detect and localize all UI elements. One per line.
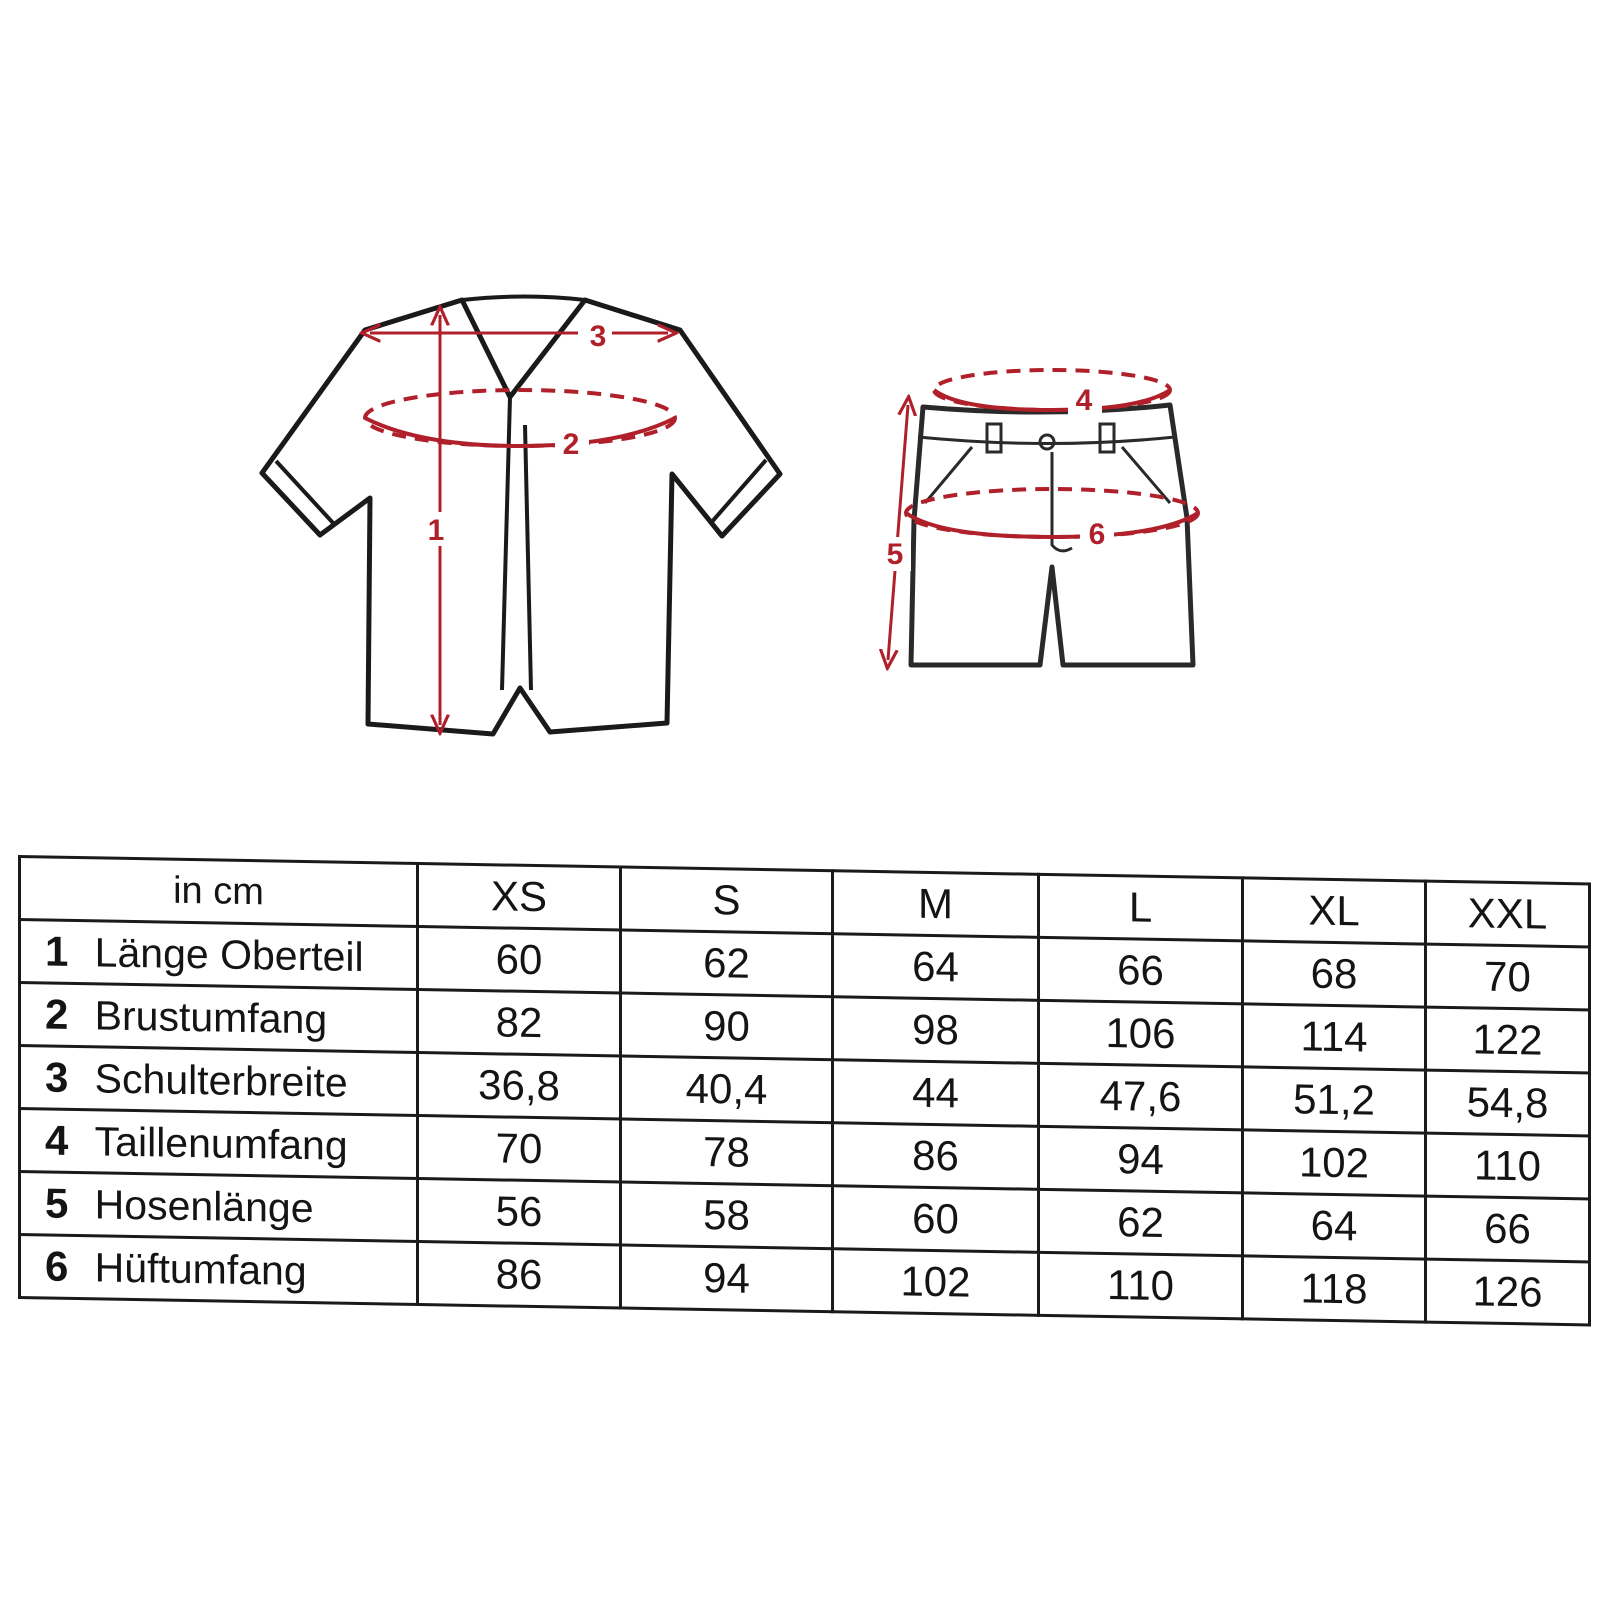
row-name: Länge Oberteil bbox=[94, 929, 364, 981]
table-cell: 86 bbox=[833, 1123, 1039, 1190]
row-number: 2 bbox=[45, 990, 69, 1038]
table-cell: 70 bbox=[1426, 944, 1590, 1010]
table-cell: 110 bbox=[1426, 1133, 1590, 1199]
table-cell: 44 bbox=[833, 1060, 1039, 1127]
table-cell: 94 bbox=[621, 1245, 833, 1312]
shorts-label-5: 5 bbox=[886, 538, 904, 571]
shorts-label-6: 6 bbox=[1088, 518, 1106, 551]
size-header-xs: XS bbox=[418, 863, 621, 930]
shirt-drawing bbox=[262, 297, 780, 735]
row-name: Taillenumfang bbox=[94, 1118, 348, 1169]
table-cell: 62 bbox=[621, 930, 833, 997]
table-cell: 36,8 bbox=[418, 1052, 621, 1119]
shorts-label-4: 4 bbox=[1075, 384, 1093, 417]
row-label bbox=[20, 920, 418, 990]
table-cell: 126 bbox=[1426, 1259, 1590, 1325]
table-cell: 118 bbox=[1243, 1256, 1426, 1322]
row-number: 3 bbox=[45, 1053, 69, 1101]
row-name: Hüftumfang bbox=[94, 1244, 307, 1295]
row-number: 4 bbox=[45, 1116, 69, 1164]
table-cell: 60 bbox=[418, 926, 621, 993]
table-cell: 78 bbox=[621, 1119, 833, 1186]
row-label bbox=[20, 1235, 418, 1305]
table-cell: 47,6 bbox=[1039, 1063, 1243, 1130]
row-label bbox=[20, 983, 418, 1053]
table-cell: 68 bbox=[1243, 941, 1426, 1007]
size-header-xxl: XXL bbox=[1426, 881, 1590, 947]
shirt-label-2: 2 bbox=[562, 428, 580, 461]
row-label bbox=[20, 1109, 418, 1179]
size-chart-table bbox=[18, 855, 1591, 1326]
table-cell: 94 bbox=[1039, 1126, 1243, 1193]
table-cell: 66 bbox=[1426, 1196, 1590, 1262]
row-number: 6 bbox=[45, 1242, 69, 1290]
table-cell: 70 bbox=[418, 1115, 621, 1182]
row-number: 1 bbox=[45, 927, 69, 975]
table-cell: 106 bbox=[1039, 1000, 1243, 1067]
table-cell: 110 bbox=[1039, 1252, 1243, 1319]
shirt-neckline bbox=[462, 297, 585, 301]
table-cell: 102 bbox=[833, 1249, 1039, 1316]
shorts-length-arrow bbox=[888, 405, 908, 660]
table-cell: 114 bbox=[1243, 1004, 1426, 1070]
table-cell: 66 bbox=[1039, 937, 1243, 1004]
row-label bbox=[20, 1172, 418, 1242]
size-header-m: M bbox=[833, 871, 1039, 938]
row-name: Schulterbreite bbox=[94, 1055, 348, 1106]
table-cell: 102 bbox=[1243, 1130, 1426, 1196]
table-cell: 40,4 bbox=[621, 1056, 833, 1123]
table-cell: 58 bbox=[621, 1182, 833, 1249]
shirt-label-1: 1 bbox=[427, 514, 445, 547]
size-header-s: S bbox=[621, 867, 833, 934]
shirt-label-3: 3 bbox=[589, 320, 607, 353]
row-name: Brustumfang bbox=[94, 992, 328, 1043]
table-cell: 51,2 bbox=[1243, 1067, 1426, 1133]
table-cell: 98 bbox=[833, 997, 1039, 1064]
table-cell: 90 bbox=[621, 993, 833, 1060]
table-cell: 60 bbox=[833, 1186, 1039, 1253]
shirt-outline bbox=[262, 300, 780, 734]
table-cell: 64 bbox=[1243, 1193, 1426, 1259]
shorts-drawing bbox=[881, 370, 1198, 665]
table-cell: 64 bbox=[833, 934, 1039, 1001]
header-unit-label: in cm bbox=[20, 857, 418, 927]
size-header-xl: XL bbox=[1243, 878, 1426, 944]
row-name: Hosenlänge bbox=[94, 1181, 314, 1232]
row-label bbox=[20, 1046, 418, 1116]
table-cell: 54,8 bbox=[1426, 1070, 1590, 1136]
table-cell: 122 bbox=[1426, 1007, 1590, 1073]
table-cell: 82 bbox=[418, 989, 621, 1056]
size-header-l: L bbox=[1039, 874, 1243, 941]
row-number: 5 bbox=[45, 1179, 69, 1227]
table-cell: 62 bbox=[1039, 1189, 1243, 1256]
table-cell: 86 bbox=[418, 1241, 621, 1308]
table-cell: 56 bbox=[418, 1178, 621, 1245]
